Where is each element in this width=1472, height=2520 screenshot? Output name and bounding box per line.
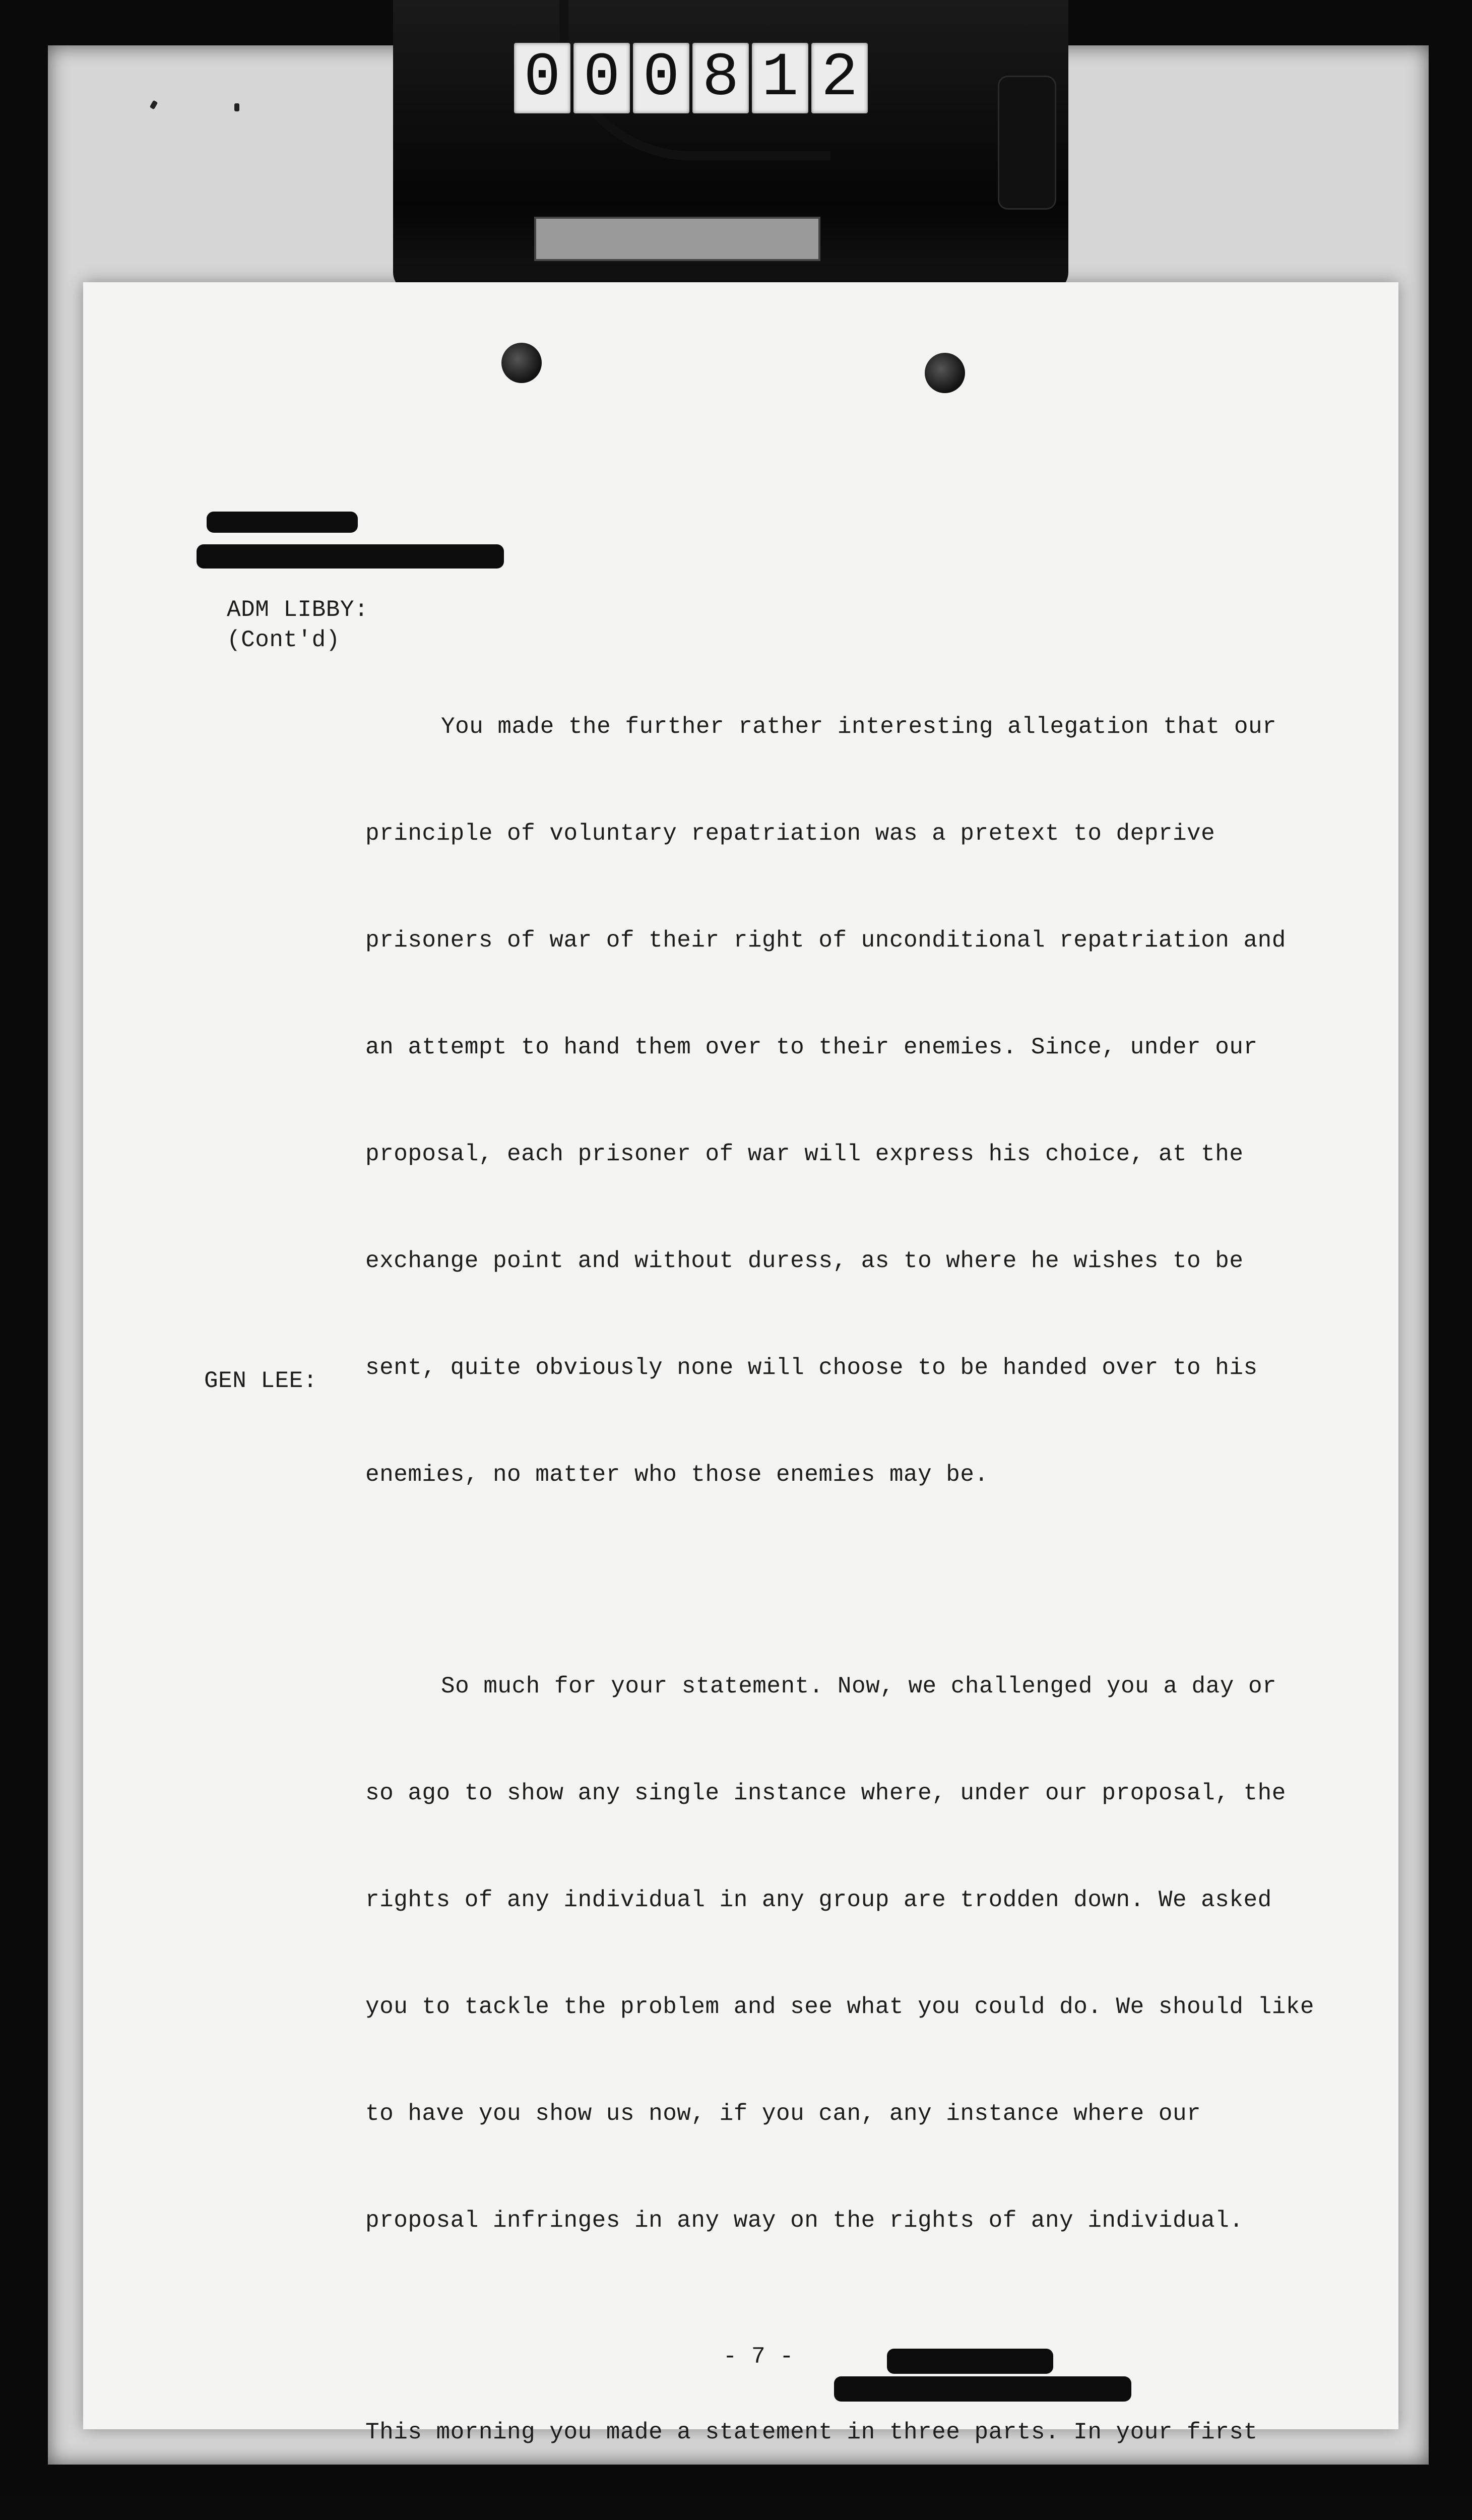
text-line: rights of any individual in any group are trodden down. We asked xyxy=(365,1887,1272,1913)
redaction-bar xyxy=(207,512,358,533)
text-line: proposal, each prisoner of war will express his choice, at the xyxy=(365,1141,1244,1167)
counter-digit: 0 xyxy=(514,43,570,113)
punch-hole xyxy=(501,343,542,383)
text-line: an attempt to hand them over to their enemies. Since, under our xyxy=(365,1034,1258,1060)
redaction-bar xyxy=(197,544,504,569)
counter-plate xyxy=(534,217,820,261)
text-line: to have you show us now, if you can, any instance where our xyxy=(365,2101,1201,2127)
text-line: enemies, no matter who those enemies may be. xyxy=(365,1462,989,1488)
counter-digit: 2 xyxy=(811,43,868,113)
text-line: proposal infringes in any way on the rights of any individual. xyxy=(365,2208,1244,2234)
document-page xyxy=(83,282,1398,2445)
text-line: You made the further rather interesting allegation that our xyxy=(441,714,1277,740)
text-line: principle of voluntary repatriation was a pretext to deprive xyxy=(365,821,1215,847)
text-line: you to tackle the problem and see what you could do. We should like xyxy=(365,1994,1315,2020)
counter-digit: 8 xyxy=(692,43,749,113)
counter-digit: 0 xyxy=(573,43,630,113)
speck xyxy=(234,103,239,111)
counter-digit: 1 xyxy=(752,43,808,113)
text-line xyxy=(365,2512,1398,2520)
speaker-label-libby: ADM LIBBY: (Cont'd) xyxy=(227,597,369,653)
counter-digits xyxy=(514,43,868,113)
page-number: - 7 - xyxy=(723,2344,794,2370)
text-line: so ago to show any single instance where, under our proposal, the xyxy=(365,1780,1286,1806)
text-line: prisoners of war of their right of unconditional repatriation and xyxy=(365,927,1286,954)
paragraph xyxy=(365,647,1398,1554)
transcript-body xyxy=(365,595,1398,2520)
text-line: sent, quite obviously none will choose to be handed over to his xyxy=(365,1355,1258,1381)
text-line: This morning you made a statement in three parts. In your first xyxy=(365,2419,1258,2445)
paragraph xyxy=(365,1607,1398,2300)
counter-knob xyxy=(998,76,1056,210)
redaction-bar xyxy=(887,2349,1053,2374)
speaker-label-lee: GEN LEE: xyxy=(204,1368,317,1394)
punch-hole xyxy=(925,353,965,393)
text-line: exchange point and without duress, as to where he wishes to be xyxy=(365,1248,1244,1274)
speck xyxy=(150,100,158,110)
redaction-bar xyxy=(834,2376,1131,2402)
frame-counter-device xyxy=(393,0,1068,292)
text-line: So much for your statement. Now, we challenged you a day or xyxy=(441,1673,1277,1699)
counter-digit: 0 xyxy=(633,43,689,113)
